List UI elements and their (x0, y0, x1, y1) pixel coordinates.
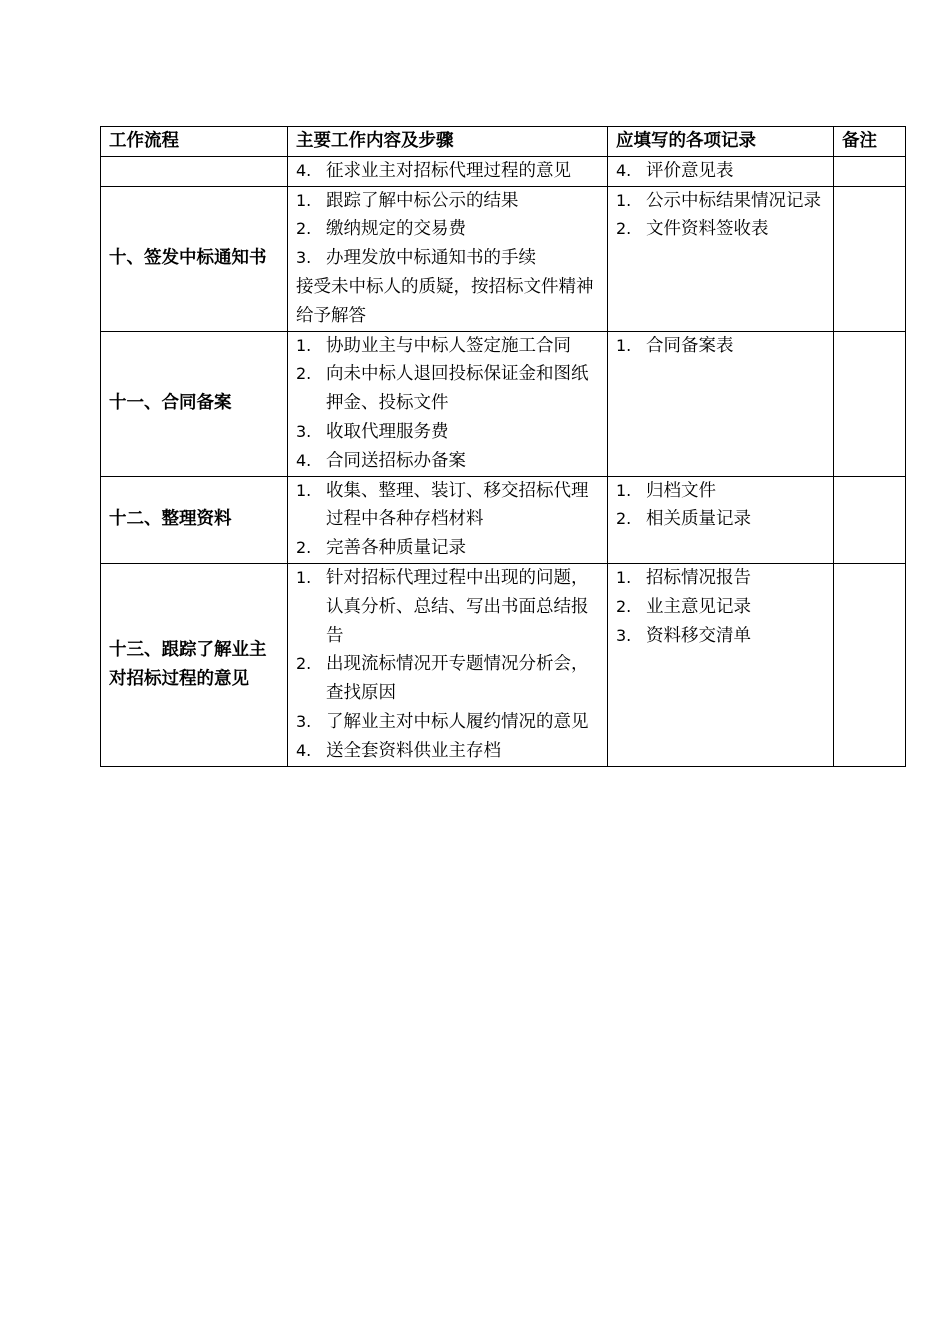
step-item: 4. 送全套资料供业主存档 (296, 740, 501, 761)
header-steps: 主要工作内容及步骤 (288, 127, 608, 157)
step-item: 1. 收集、整理、装订、移交招标代理过程中各种存档材料 (296, 480, 589, 530)
flow-cell: 十二、整理资料 (101, 476, 288, 563)
step-item: 4. 征求业主对招标代理过程的意见 (296, 160, 571, 181)
table-header-row (101, 127, 906, 157)
flow-cell: 十一、合同备案 (101, 331, 288, 476)
table-row (101, 186, 906, 331)
note-cell (834, 156, 906, 186)
flow-cell: 十、签发中标通知书 (101, 186, 288, 331)
record-item: 1. 归档文件 (616, 480, 716, 501)
header-workflow: 工作流程 (101, 127, 288, 157)
header-note: 备注 (834, 127, 906, 157)
header-records: 应填写的各项记录 (608, 127, 834, 157)
step-item: 3. 了解业主对中标人履约情况的意见 (296, 711, 589, 732)
workflow-table (100, 126, 906, 767)
step-item: 2. 缴纳规定的交易费 (296, 219, 466, 240)
records-cell (608, 331, 834, 476)
record-item: 1. 招标情况报告 (616, 567, 751, 588)
records-cell (608, 563, 834, 766)
record-item: 4. 评价意见表 (616, 160, 734, 181)
table-row (101, 156, 906, 186)
step-item: 3. 收取代理服务费 (296, 421, 449, 442)
table-row (101, 476, 906, 563)
steps-cell (288, 156, 608, 186)
steps-cell (288, 563, 608, 766)
note-cell (834, 563, 906, 766)
records-cell (608, 186, 834, 331)
step-item: 2. 出现流标情况开专题情况分析会，查找原因 (296, 654, 589, 704)
record-item: 2. 业主意见记录 (616, 596, 751, 617)
step-item: 1. 针对招标代理过程中出现的问题，认真分析、总结、写出书面总结报告 (296, 567, 589, 646)
step-item: 1. 协助业主与中标人签定施工合同 (296, 335, 571, 356)
record-item: 2. 相关质量记录 (616, 509, 751, 530)
record-item: 2. 文件资料签收表 (616, 219, 769, 240)
steps-cell (288, 476, 608, 563)
record-item: 1. 公示中标结果情况记录 (616, 190, 821, 211)
table-row (101, 563, 906, 766)
flow-cell (101, 156, 288, 186)
step-item: 2. 向未中标人退回投标保证金和图纸押金、投标文件 (296, 364, 589, 414)
steps-cell (288, 186, 608, 331)
table-row (101, 331, 906, 476)
records-cell (608, 476, 834, 563)
note-cell (834, 186, 906, 331)
note-cell (834, 476, 906, 563)
note-cell (834, 331, 906, 476)
step-item: 3. 办理发放中标通知书的手续 (296, 248, 536, 269)
flow-cell: 十三、跟踪了解业主对招标过程的意见 (101, 563, 288, 766)
step-item: 2. 完善各种质量记录 (296, 538, 466, 559)
steps-cell (288, 331, 608, 476)
record-item: 1. 合同备案表 (616, 335, 734, 356)
step-item: 1. 跟踪了解中标公示的结果 (296, 190, 519, 211)
step-item: 4. 合同送招标办备案 (296, 450, 466, 471)
record-item: 3. 资料移交清单 (616, 625, 751, 646)
records-cell (608, 156, 834, 186)
step-note-text: 接受未中标人的质疑，按招标文件精神给予解答 (296, 276, 594, 326)
